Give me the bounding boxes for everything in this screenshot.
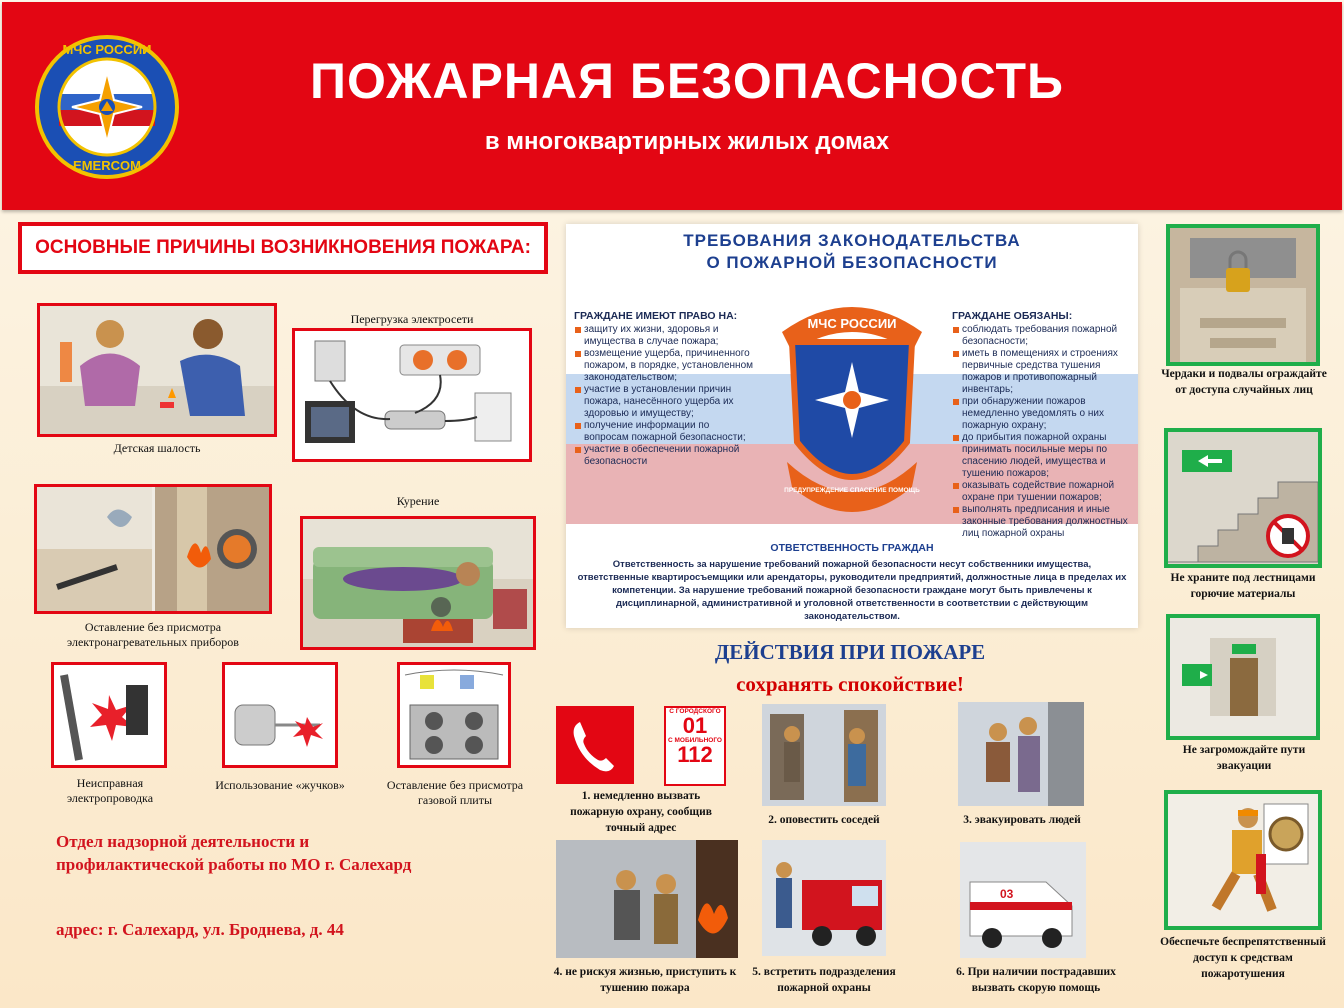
- step-ambulance-image: [960, 842, 1086, 958]
- step-meet-firefighters-image: [762, 840, 886, 956]
- cause-caption: Оставление без присмотра электронагревательных приборов: [67, 620, 239, 649]
- duties-item: выполнять предписания и иные законные требования должностных лиц пожарной охраны: [962, 504, 1132, 540]
- cause-caption: Детская шалость: [113, 441, 201, 455]
- emergency-numbers-card: [664, 706, 726, 786]
- rule-firefighting-access-image: [1164, 790, 1322, 930]
- cause-gas-stove-image: [397, 662, 511, 768]
- emblem-ribbon-text: ПРЕДУПРЕЖДЕНИЕ СПАСЕНИЕ ПОМОЩЬ: [784, 487, 920, 494]
- duties-item: соблюдать требования пожарной безопасности;: [962, 324, 1132, 348]
- duties-item: оказывать содействие пожарной охране при тушении пожаров;: [962, 480, 1132, 504]
- rule-caption: Чердаки и подвалы ограждайте от доступа случайных лиц: [1161, 368, 1327, 396]
- step-caption: 6. При наличии пострадавших вызвать скорую помощь: [956, 966, 1116, 994]
- mchs-emblem: [762, 292, 942, 532]
- cause-overload-image: [292, 328, 532, 462]
- rule-stairs-image: [1164, 428, 1322, 568]
- rule-attic-image: [1166, 224, 1320, 366]
- department-line2: профилактической работы по МО г. Салехард: [56, 855, 412, 874]
- cause-caption: Курение: [396, 494, 440, 508]
- phone-icon: [556, 706, 634, 784]
- cause-smoking-image: [300, 516, 536, 650]
- department-address: адрес: г. Салехард, ул. Броднева, д. 44: [56, 920, 344, 939]
- rights-item: участие в установлении причин пожара, нанесённого ущерба их здоровью и имуществу;: [584, 384, 754, 420]
- responsibility-text: Ответственность за нарушение требований пожарной безопасности несут собственники имущества, ответственные квартиросъемщики или арендаторы, руководители предприятий, должностные лица в пределах их компетенции. За нарушение требований пожарной безопасности граждане могут быть привлечены к дисциплинарной, административной и уголовной ответственности в соответствии с действующим законодательством.: [577, 559, 1127, 622]
- rule-caption: Обеспечьте беспрепятственный доступ к средствам пожаротушения: [1160, 936, 1326, 980]
- step-caption: 1. немедленно вызвать пожарную охрану, сообщив точный адрес: [570, 790, 712, 834]
- svg-text:МЧС РОССИИ: МЧС РОССИИ: [62, 42, 152, 57]
- actions-subtitle: сохранять спокойствие!: [736, 672, 964, 696]
- cause-caption: Оставление без присмотра газовой плиты: [386, 778, 524, 807]
- rights-item: возмещение ущерба, причиненного пожаром, в порядке, установленном законодательством;: [584, 348, 754, 383]
- rights-item: получение информации по вопросам пожарной безопасности;: [584, 420, 754, 444]
- cause-wiring-image: [51, 662, 167, 768]
- step-caption: 2. оповестить соседей: [768, 814, 880, 826]
- cause-caption: Использование «жучков»: [215, 778, 345, 792]
- responsibility-heading: ОТВЕТСТВЕННОСТЬ ГРАЖДАН: [770, 542, 934, 554]
- page-title: ПОЖАРНАЯ БЕЗОПАСНОСТЬ: [310, 53, 1064, 109]
- causes-banner: [18, 222, 548, 274]
- step-caption: 5. встретить подразделения пожарной охраны: [752, 966, 896, 994]
- duties-column: [952, 310, 1132, 540]
- step-evacuate-image: [958, 702, 1084, 806]
- emblem-text: МЧС РОССИИ: [807, 316, 897, 331]
- cause-bug-image: [222, 662, 338, 768]
- rule-caption: Не храните под лестницами горючие материалы: [1170, 572, 1316, 600]
- page-subtitle: в многоквартирных жилых домах: [484, 128, 890, 155]
- svg-text:EMERCOM: EMERCOM: [73, 158, 141, 173]
- cause-children-image: [37, 303, 277, 437]
- cause-caption: Неисправная электропроводка: [66, 776, 154, 805]
- step-notify-neighbors-image: [762, 704, 886, 806]
- step-extinguish-image: [556, 840, 738, 958]
- mobile-label: С МОБИЛЬНОГО: [668, 737, 722, 744]
- rule-caption: Не загромождайте пути эвакуации: [1182, 744, 1306, 772]
- duties-item: иметь в помещениях и строениях первичные средства тушения пожаров и противопожарный инвентарь;: [962, 348, 1132, 396]
- rights-item: защиту их жизни, здоровья и имущества в случае пожара;: [584, 324, 754, 348]
- city-number: 01: [682, 713, 708, 738]
- city-label: С ГОРОДСКОГО: [669, 708, 721, 715]
- rule-evacuation-image: [1166, 614, 1320, 740]
- duties-item: до прибытия пожарной охраны принимать посильные меры по спасению людей, имущества и тушению пожаров;: [962, 432, 1132, 480]
- step-caption: 4. не рискуя жизнью, приступить к тушению пожара: [553, 966, 737, 994]
- law-title-line1: ТРЕБОВАНИЯ ЗАКОНОДАТЕЛЬСТВА: [683, 231, 1021, 250]
- step-caption: 3. эвакуировать людей: [963, 814, 1081, 826]
- rights-column: [574, 310, 754, 468]
- actions-title: ДЕЙСТВИЯ ПРИ ПОЖАРЕ: [714, 640, 986, 664]
- department-line1: Отдел надзорной деятельности и: [56, 832, 310, 851]
- duties-heading: ГРАЖДАНЕ ОБЯЗАНЫ:: [952, 310, 1073, 322]
- causes-heading: ОСНОВНЫЕ ПРИЧИНЫ ВОЗНИКНОВЕНИЯ ПОЖАРА:: [22, 226, 544, 270]
- rights-item: участие в обеспечении пожарной безопасности: [584, 444, 754, 468]
- cause-caption: Перегрузка электросети: [350, 312, 474, 326]
- law-poster: [566, 224, 1138, 628]
- cause-heaters-image: [34, 484, 272, 614]
- mobile-number: 112: [677, 742, 713, 767]
- law-title-line2: О ПОЖАРНОЙ БЕЗОПАСНОСТИ: [706, 253, 998, 272]
- duties-item: при обнаружении пожаров немедленно уведомлять о них пожарную охрану;: [962, 396, 1132, 432]
- rights-heading: ГРАЖДАНЕ ИМЕЮТ ПРАВО НА:: [574, 310, 738, 322]
- ambulance-number: 03: [1000, 887, 1014, 901]
